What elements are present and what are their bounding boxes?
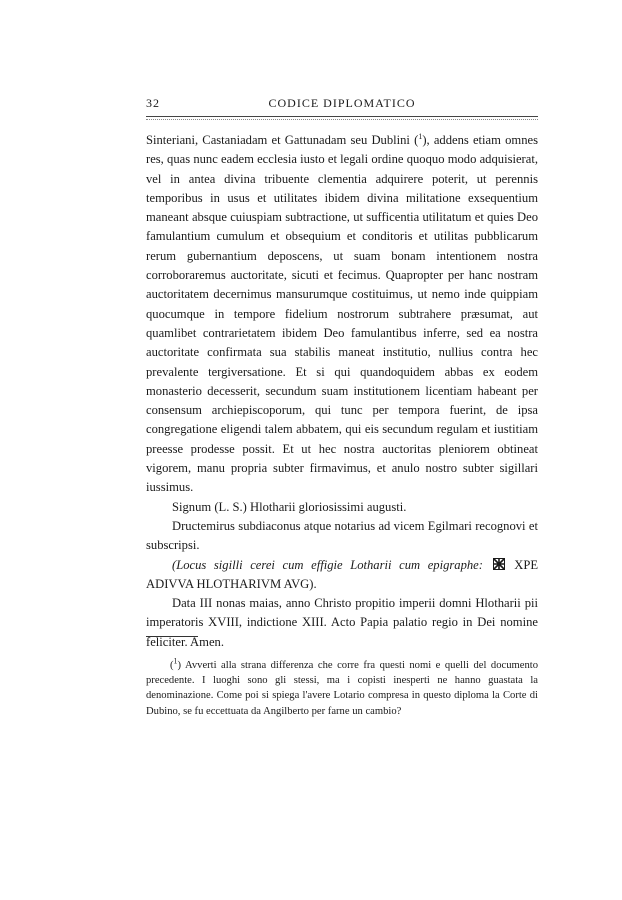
running-title: CODICE DIPLOMATICO: [268, 96, 416, 110]
footnote-paragraph: ($^1$) Avverti alla strana differenza che corre fra questi nomi e quelli del documento precedente. I luoghi sono gli stessi, ma i copisti inesperti ne hanno guastata la denominazione. Come poi si spiega l'avere Lotario compresa in questo diploma la Corte di Dubino, se fu eccettuata da Angilberto per farne un cambio?: [146, 656, 538, 717]
dating-clause: Data III nonas maias, anno Christo propitio imperii domni Hlotharii pii imperatoris XVIII, indictione XIII. Acto Papia palatio regio in Dei nomine feliciter. Amen.: [146, 596, 538, 649]
cross-icon: [493, 558, 505, 570]
footnote-marker: 1: [173, 656, 178, 666]
notary-subscription: Dructemirus subdiaconus atque notarius ad vicem Egilmari recognovi et subscripsi.: [146, 518, 538, 553]
seal-epigraph: XPE ADIVVA HLOTHARIVM AVG).: [146, 557, 539, 591]
footnote-reference[interactable]: 1: [418, 131, 423, 141]
footnote-text: Avverti alla strana differenza che corre fra questi nomi e quelli del documento precedente. I luoghi sono gli stessi, ma i copisti inesperti ne hanno guastata la denominazione. Come poi si spiega l'avere Lotario compresa in questo diploma la Corte di Dubino, se fu eccettuata da Angilberto per farne un cambio?: [146, 660, 538, 717]
header-rule: [146, 116, 538, 117]
page-header: [146, 96, 538, 116]
seal-description-italic: (Locus sigilli cerei cum effigie Lotharii cum epigraphe:: [172, 557, 483, 572]
header-rule-secondary: [146, 119, 538, 120]
main-text: [146, 131, 538, 652]
footnote: [146, 658, 538, 719]
footnote-rule: [146, 636, 198, 637]
seal-description: [146, 556, 538, 595]
page-number: 32: [146, 96, 160, 110]
signum-line: Signum (L. S.) Hlotharii gloriosissimi augusti.: [172, 499, 407, 514]
charter-text-continued: ), addens etiam omnes res, quas nunc eadem ecclesia iusto et legali ordine quoquo modo adquisierat, vel in antea divina tribuente clementia adquirere poterit, ut perennis temporibus in usus et utilitates ibidem divina militatione exsequentium maneant absque cuiuspiam subtractione, ut sufficentia utilitatum et quies Deo famulantium cumulum et obsequium et conditoris et utilitas pubblicarum rerum gubernantium deposcens, ut suam bonam intentionem nostra corroboraremus auctoritate, sicuti et fecimus. Quapropter per hanc nostram auctoritatem decernimus mansurumque costituimus, ut nemo inde quippiam quocumque in tempore fidelium nostrorum subtrahere præsumat, aut quamlibet contrarietatem ibidem Deo famulantibus inferre, sed ea nostra auctoritate confirmata sua stabilis maneat institutio, nullius contra hec prevalente tergiversatione. Et si qui quandoquidem abbas ex eodem monasterio decesserit, secundum suam institutionem licentiam habeant per consensum archiepiscoporum, qui tunc per tempora fuerint, de ipsa congregatione eligendi talem abbatem, qui eis secundum regulam et iustitiam preesse prodesse possit. Et ut hec nostra auctoritas pleniorem obtineat vigorem, manu propria subter firmavimus, et anulo nostro subter sigillari iussimus.: [146, 133, 538, 495]
charter-text-start: Sinteriani, Castaniadam et Gattunadam seu Dublini (: [146, 133, 419, 147]
charter-paragraph: [146, 131, 538, 498]
